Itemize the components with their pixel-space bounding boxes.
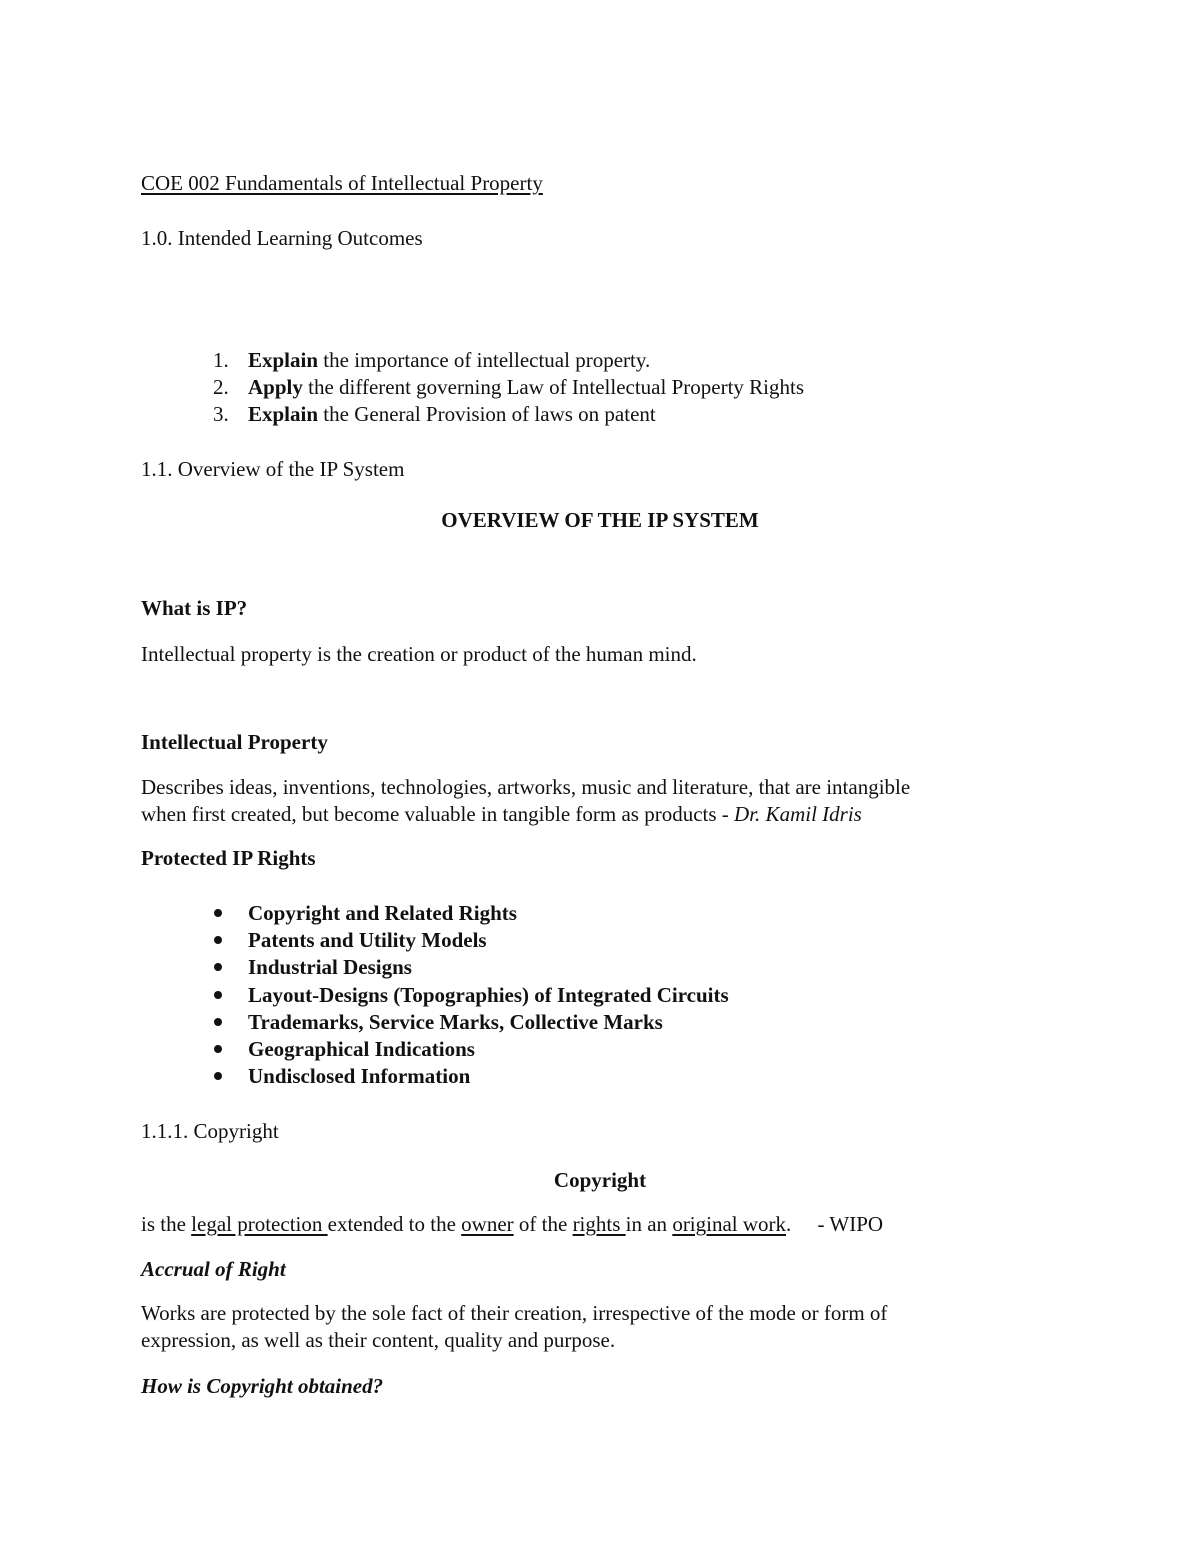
accrual-line-1: Works are protected by the sole fact of their creation, irrespective of the mode or form of bbox=[141, 1301, 888, 1325]
copyright-definition bbox=[141, 1211, 883, 1237]
protected-rights-heading: Protected IP Rights bbox=[141, 846, 316, 870]
ip-heading: Intellectual Property bbox=[141, 730, 328, 754]
outcome-verb: Explain bbox=[248, 402, 319, 426]
bullet-icon bbox=[214, 1072, 222, 1080]
ip-desc-line-1: Describes ideas, inventions, technologies, artworks, music and literature, that are intangible bbox=[141, 775, 911, 799]
outcome-text: the General Provision of laws on patent bbox=[318, 402, 656, 426]
list-item: Patents and Utility Models bbox=[248, 928, 487, 952]
list-item: Industrial Designs bbox=[248, 955, 412, 979]
list-item: Geographical Indications bbox=[248, 1037, 475, 1061]
list-item: Layout-Designs (Topographies) of Integrated Circuits bbox=[248, 983, 729, 1007]
outcome-text: the different governing Law of Intellectual Property Rights bbox=[302, 375, 804, 399]
bullet-icon bbox=[214, 909, 222, 917]
course-title: COE 002 Fundamentals of Intellectual Property bbox=[141, 171, 543, 195]
bullet-icon bbox=[214, 963, 222, 971]
bullet-icon bbox=[214, 936, 222, 944]
outcome-verb: Explain bbox=[248, 348, 319, 372]
list-number: 2. bbox=[213, 375, 229, 399]
section-heading-1-0: 1.0. Intended Learning Outcomes bbox=[141, 226, 423, 250]
bullet-icon bbox=[214, 991, 222, 999]
list-item: Copyright and Related Rights bbox=[248, 901, 517, 925]
definition-text: is the bbox=[141, 1212, 192, 1236]
ip-desc-text: when first created, but become valuable in tangible form as products - bbox=[141, 802, 735, 826]
bullet-icon bbox=[214, 1045, 222, 1053]
what-is-ip-heading: What is IP? bbox=[141, 596, 248, 620]
definition-text: of the bbox=[513, 1212, 573, 1236]
overview-heading: OVERVIEW OF THE IP SYSTEM bbox=[441, 508, 759, 532]
outcome-verb: Apply bbox=[248, 375, 303, 399]
definition-term-legal-protection: legal protection bbox=[191, 1212, 328, 1236]
list-item: Trademarks, Service Marks, Collective Marks bbox=[248, 1010, 663, 1034]
ip-desc-line-2 bbox=[141, 801, 862, 827]
list-item: Undisclosed Information bbox=[248, 1064, 471, 1088]
accrual-line-2: expression, as well as their content, quality and purpose. bbox=[141, 1328, 616, 1352]
definition-term-rights: rights bbox=[572, 1212, 626, 1236]
accrual-heading: Accrual of Right bbox=[141, 1257, 286, 1281]
definition-text: extended to the bbox=[327, 1212, 462, 1236]
definition-term-owner: owner bbox=[461, 1212, 514, 1236]
list-number: 3. bbox=[213, 402, 229, 426]
section-heading-1-1-1: 1.1.1. Copyright bbox=[141, 1119, 279, 1143]
outcome-text: the importance of intellectual property. bbox=[318, 348, 651, 372]
what-is-ip-text: Intellectual property is the creation or product of the human mind. bbox=[141, 642, 697, 666]
copyright-heading: Copyright bbox=[553, 1168, 647, 1192]
section-heading-1-1: 1.1. Overview of the IP System bbox=[141, 457, 405, 481]
ip-desc-author: Dr. Kamil Idris bbox=[734, 802, 862, 826]
how-obtained-heading: How is Copyright obtained? bbox=[141, 1374, 384, 1398]
list-number: 1. bbox=[213, 348, 229, 372]
bullet-icon bbox=[214, 1018, 222, 1026]
definition-text: in an bbox=[625, 1212, 673, 1236]
definition-term-original-work: original work bbox=[672, 1212, 787, 1236]
list-item bbox=[248, 347, 650, 373]
list-item bbox=[248, 401, 656, 427]
definition-source: . - WIPO bbox=[786, 1212, 884, 1236]
list-item bbox=[248, 374, 804, 400]
